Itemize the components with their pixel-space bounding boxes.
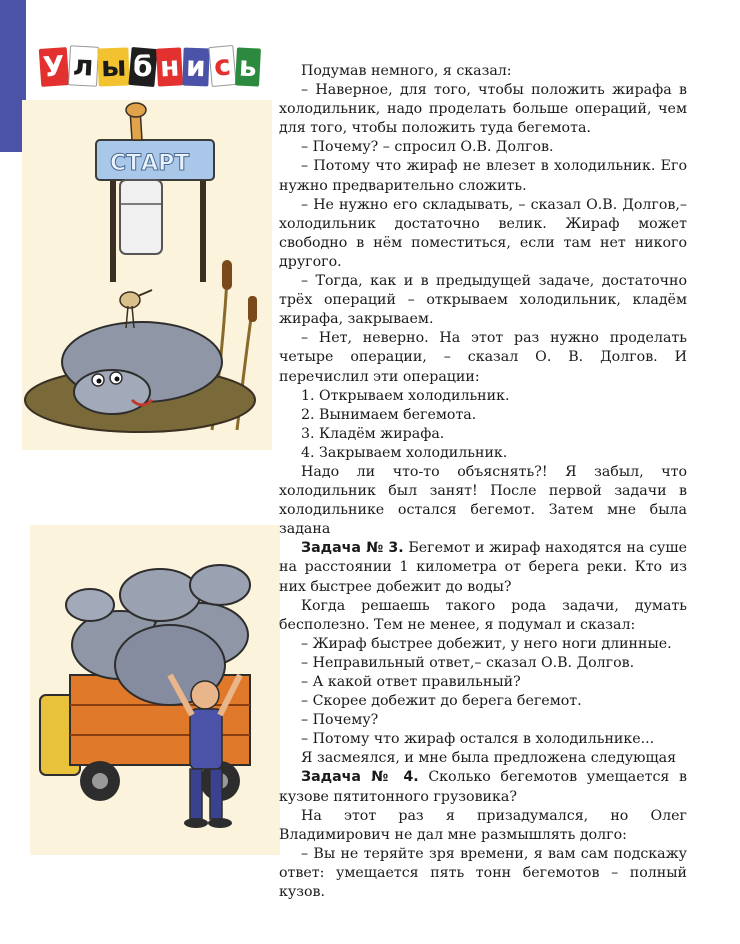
paragraph: Подумав немного, я сказал: <box>301 63 512 79</box>
step-item: 4. Закрываем холодильник. <box>301 444 508 461</box>
logo-letter: ы <box>97 47 130 86</box>
logo-letter: У <box>39 47 69 87</box>
task-3-text: Бегемот и жираф находятся на суше на расстоянии 1 километра от берега реки. Кто из них быстрее добежит до воды? <box>279 540 687 595</box>
paragraph: – Потому что жираф не влезет в холодильник. Его нужно предварительно сложить. <box>279 158 687 194</box>
paragraph: – Наверное, для того, чтобы положить жирафа в холодильник, надо проделать больше операций, чем для того, чтобы положить туда бегемота. <box>279 82 687 137</box>
paragraph: – Вы не теряйте зря времени, я вам сам подскажу ответ: умещается пять тонн бегемотов – полный кузов. <box>279 845 687 901</box>
paragraph: – Скорее добежит до берега бегемот. <box>301 693 582 710</box>
section-logo <box>40 38 259 86</box>
task-4-paragraph <box>279 768 687 806</box>
hippo-truck-illustration <box>30 525 280 855</box>
hippo-in-mud-illustration <box>22 100 272 450</box>
start-sign-text: СТАРТ <box>110 151 190 176</box>
article-text <box>279 62 687 902</box>
step-item: 3. Кладём жирафа. <box>301 425 445 442</box>
logo-letter: н <box>156 47 183 86</box>
step-item: 1. Открываем холодильник. <box>301 387 510 404</box>
paragraph: Когда решаешь такого рода задачи, думать бесполезно. Тем не менее, я подумал и сказал: <box>279 597 687 633</box>
paragraph: – Нет, неверно. На этот раз нужно проделать четыре операции, – сказал О. В. Долгов. И перечислил эти операции: <box>279 330 687 385</box>
step-item: 2. Вынимаем бегемота. <box>301 406 477 423</box>
paragraph: – Жираф быстрее добежит, у него ноги длинные. <box>301 635 672 652</box>
logo-letter: с <box>208 45 236 87</box>
paragraph: Надо ли что-то объяснять?! Я забыл, что холодильник был занят! После первой задачи в холодильнике остался бегемот. Затем мне была задана <box>279 463 687 538</box>
paragraph: – А какой ответ правильный? <box>301 674 521 690</box>
paragraph: – Потому что жираф остался в холодильнике... <box>301 731 655 748</box>
logo-letter: ь <box>235 47 261 86</box>
paragraph: На этот раз я призадумался, но Олег Владимирович не дал мне размышлять долго: <box>279 807 687 843</box>
logo-letter: б <box>129 47 158 87</box>
task-4-label: Задача № 4. <box>301 769 419 786</box>
paragraph: – Тогда, как и в предыдущей задаче, достаточно трёх операций – открываем холодильник, кладём жирафа, закрываем. <box>279 273 687 328</box>
paragraph: – Почему? – спросил О.В. Долгов. <box>301 139 554 156</box>
task-3-label: Задача № 3. <box>301 540 404 557</box>
task-3-paragraph <box>279 539 687 596</box>
paragraph: – Почему? <box>301 712 379 729</box>
paragraph: Я засмеялся, и мне была предложена следующая <box>301 750 677 767</box>
paragraph: – Не нужно его складывать, – сказал О.В. Долгов,– холодильник достаточно велик. Жираф может свободно в нём поместиться, если там нет никого другого. <box>279 196 687 270</box>
task-4-text: Сколько бегемотов умещается в кузове пятитонного грузовика? <box>279 769 687 805</box>
logo-letter: и <box>183 48 210 87</box>
paragraph: – Неправильный ответ,– сказал О.В. Долгов. <box>301 654 635 671</box>
logo-letter: л <box>68 45 99 86</box>
